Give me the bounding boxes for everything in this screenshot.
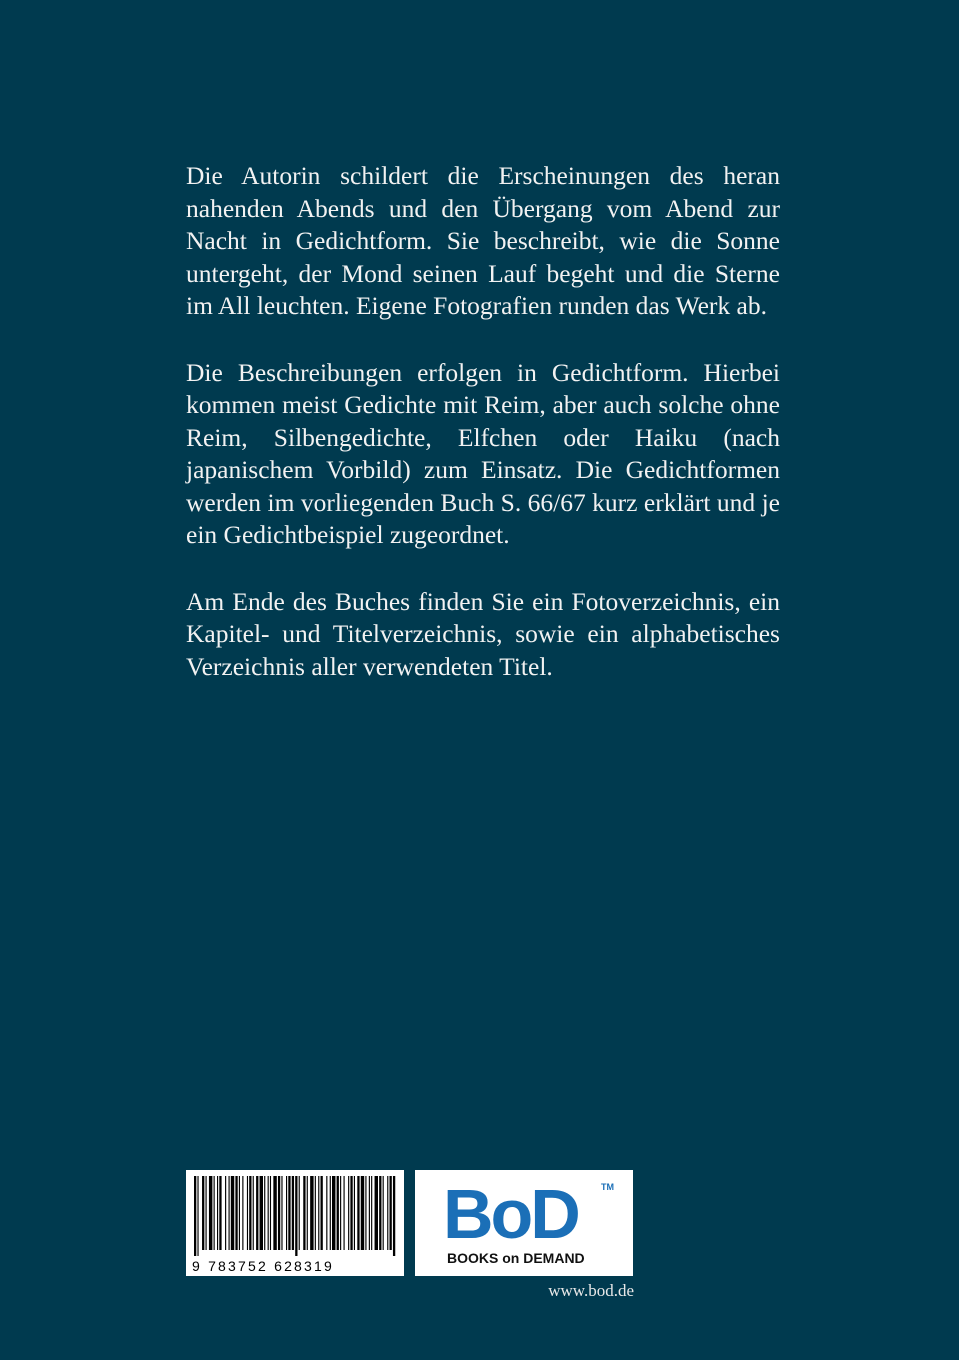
blurb-paragraph-3: Am Ende des Buches finden Sie ein Fotoverzeichnis, ein Kapitel- und Titelverzeichnis, sowie ein alphabetisches Verzeichnis aller verwendeten Titel. bbox=[186, 586, 780, 681]
blurb-paragraph-1: Die Autorin schildert die Erscheinungen des heran nahenden Abends und den Übergang vom Abend zur Nacht in Gedichtform. Sie beschreibt, wie die Sonne untergeht, der Mond seinen Lauf begeht und die Sterne im All leuchten. Eigene Fotografien runden das Werk ab. bbox=[186, 161, 780, 320]
publisher-logo-box bbox=[415, 1170, 633, 1276]
publisher-tagline: BOOKS on DEMAND bbox=[447, 1250, 585, 1266]
bod-logo: BoD bbox=[443, 1175, 578, 1253]
barcode-bars bbox=[192, 1176, 398, 1256]
back-cover-blurb bbox=[186, 160, 780, 717]
isbn-barcode bbox=[186, 1170, 404, 1276]
blurb-paragraph-2: Die Beschreibungen erfolgen in Gedichtform. Hierbei kommen meist Gedichte mit Reim, aber auch solche ohne Reim, Silbengedichte, Elfchen oder Haiku (nach japanischem Vorbild) zum Einsatz. Die Gedichtformen werden im vorliegenden Buch S. 66/67 kurz erklärt und je ein Gedichtbeispiel zugeordnet. bbox=[186, 357, 780, 549]
isbn-digits: 9 783752 628319 bbox=[192, 1258, 334, 1274]
publisher-website: www.bod.de bbox=[548, 1281, 634, 1300]
trademark-mark: TM bbox=[601, 1182, 614, 1192]
